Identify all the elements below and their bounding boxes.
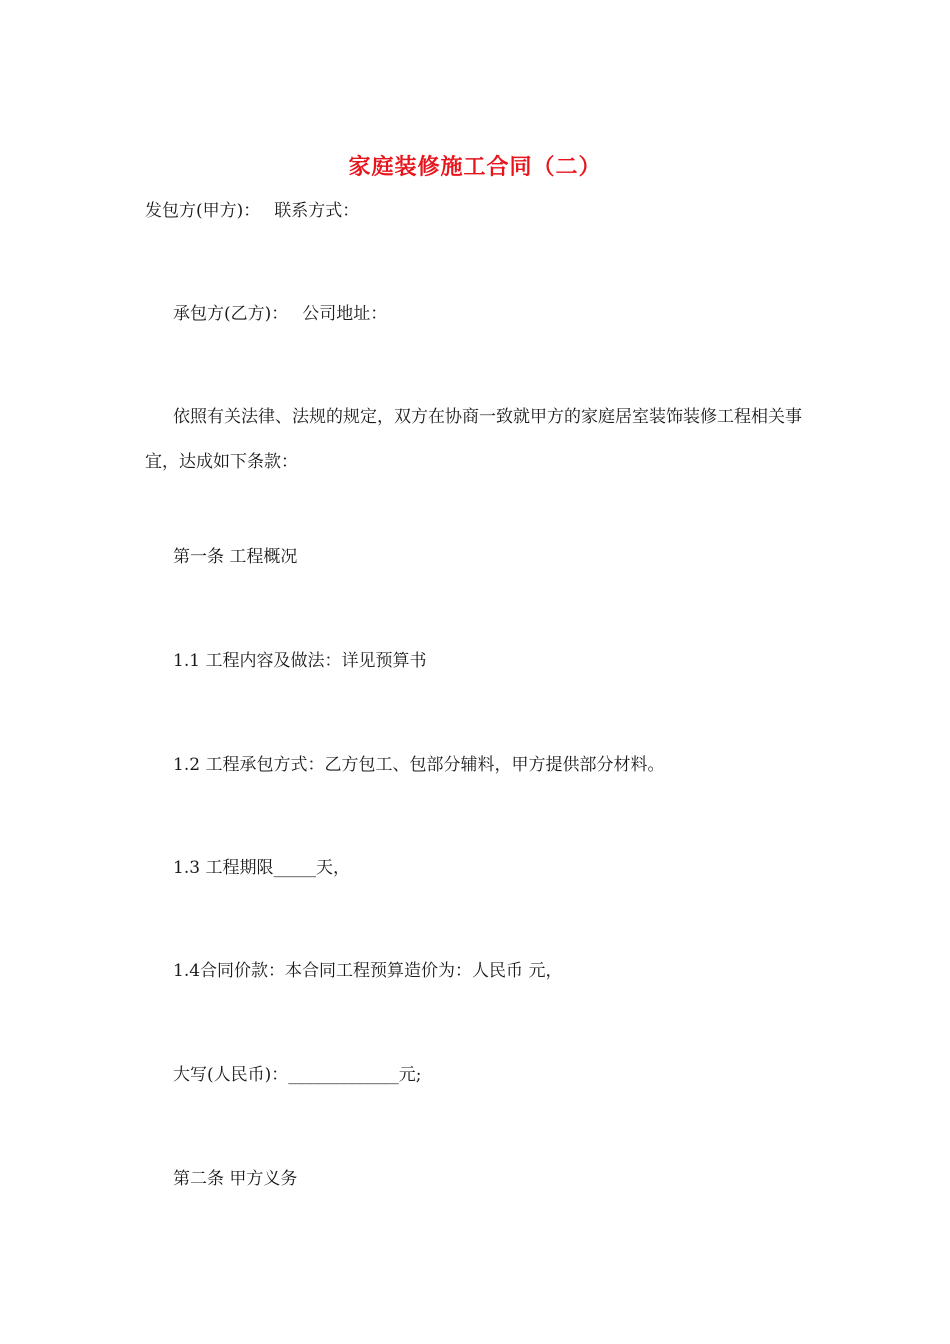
party-a-contact: 联系方式： <box>274 201 360 221</box>
clause-1-3: 1.3 工程期限_____天， <box>173 858 350 878</box>
party-a-line <box>145 198 359 224</box>
article-1-heading: 第一条 工程概况 <box>173 547 298 567</box>
document-title: 家庭装修施工合同（二） <box>348 154 602 180</box>
preamble-paragraph: 依照有关法律、法规的规定，双方在协商一致就甲方的家庭居室装饰装修工程相关事宜，达成如下条款： <box>145 407 802 472</box>
party-b-address: 公司地址： <box>302 304 388 324</box>
party-b-line <box>173 301 387 327</box>
party-a-label: 发包方(甲方)： <box>145 201 261 221</box>
article-2-heading: 第二条 甲方义务 <box>173 1169 298 1189</box>
clause-1-2: 1.2 工程承包方式：乙方包工、包部分辅料，甲方提供部分材料。 <box>173 755 665 775</box>
amount-in-words: 大写(人民币)：_____________元; <box>173 1065 422 1085</box>
clause-1-1: 1.1 工程内容及做法：详见预算书 <box>173 651 427 671</box>
clause-1-4: 1.4合同价款：本合同工程预算造价为：人民币 元， <box>173 961 563 981</box>
party-b-label: 承包方(乙方)： <box>173 304 289 324</box>
